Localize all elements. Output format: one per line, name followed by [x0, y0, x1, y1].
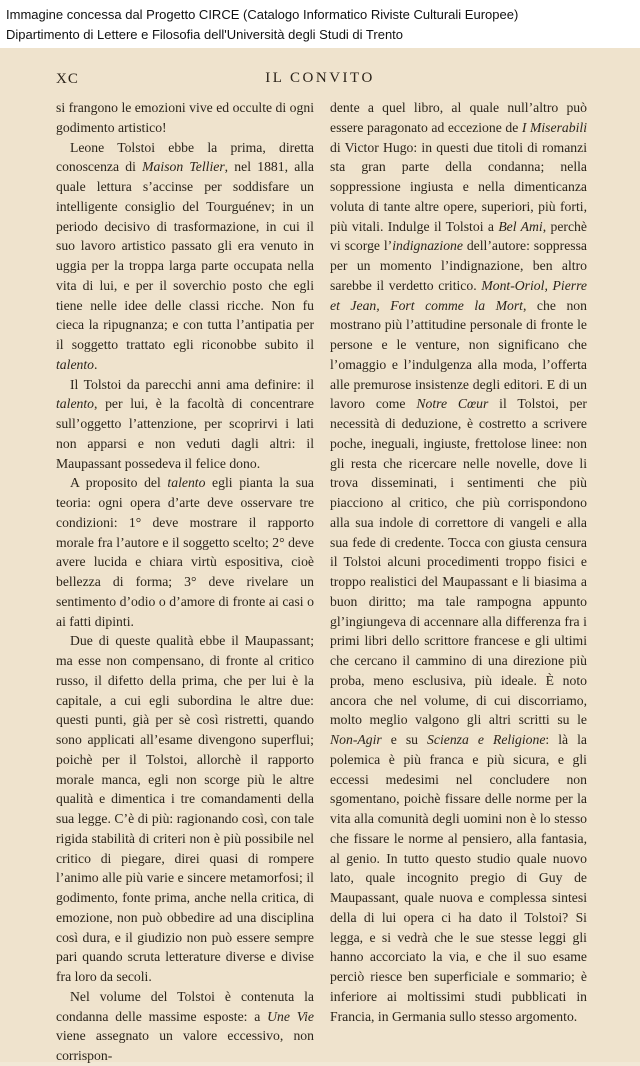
italic-title: talento	[56, 396, 95, 412]
text-run: Leone Tolstoi ebbe la prima, diretta conoscenza di	[56, 139, 314, 175]
italic-title: talento	[56, 356, 95, 372]
text-run: Nel volume del Tolstoi è contenuta la condanna delle massime esposte: a	[56, 988, 314, 1024]
text-run: si frangono le emozioni vive ed occulte di ogni godimento artistico!	[56, 100, 314, 135]
banner-line-2: Dipartimento di Lettere e Filosofia dell'Università degli Studi di Trento	[6, 27, 404, 42]
italic-title: Notre Cœur	[416, 396, 489, 412]
source-banner	[0, 0, 640, 48]
running-title: IL CONVITO	[265, 70, 375, 86]
italic-title: Une Vie	[267, 1008, 314, 1024]
text-run: .	[94, 356, 98, 372]
italic-title: Non-Agir	[330, 732, 382, 747]
scanned-page	[0, 48, 640, 1062]
text-run: Il Tolstoi da parecchi anni ama definire: il	[70, 376, 314, 392]
italic-title: Maison Tellier	[142, 159, 225, 175]
paragraph	[56, 375, 314, 474]
paragraph	[56, 473, 314, 631]
banner-line-1: Immagine concessa dal Progetto CIRCE (Catalogo Informatico Riviste Culturali Europee)	[6, 7, 519, 22]
italic-title: Bel Ami	[498, 218, 543, 234]
italic-title: talento	[167, 475, 206, 491]
page-number: XC	[56, 71, 79, 87]
paragraph	[56, 98, 314, 138]
text-run: , nel 1881, alla quale lettura s’accinse per soddisfare un intelligente consiglio del Tourguénev; in un periodo decisivo di trasformazione, in cui il suo lavoro artistico passato gli era venuto in uggia per la troppa larga parte occupata nella vita di lui, e per il soverchio posto che egli tiene nelle idee delle classi ricche. Non fu cieca la ripugnanza; e con tutta l’antipatia per il soggetto trattato egli riconobbe subito il	[56, 159, 314, 352]
text-run: viene assegnato un valore eccessivo, non corrispon-	[56, 1028, 314, 1063]
text-run: : là la polemica è più franca e più sicura, e gli eccessi medesimi nel concludere non sgomentano, poichè fissare delle norme per la vita alla comunità degli uomini non è lo stesso che fissare le norme al pensiero, alla fantasia, al genio. In tutto questo studio quale nuovo lato, quale incognito pregio di Guy de Maupassant, quale nuova e complessa sintesi della di lui opera ci ha dato il Tolstoi? Si legga, e si vedrà che le sue stesse leggi gli hanno accorciato la via, e che il suo esame perciò riesce ben superficiale e sommario; è inferiore ai moltissimi studi pubblicati in Francia, in Germania sullo stesso argomento.	[330, 732, 588, 1024]
text-run: il Tolstoi, per necessità di deduzione, è costretto a scrivere poche, ineguali, ingiuste, frettolose linee: non gli resta che ricercare nelle novelle, dove li trova disseminati, i sentimenti che più piacciono al critico, che più corrispondono alla sua indole di correttore di vangeli e alla sua fede di credente. Tocca con giusta censura il Tolstoi alcuni procedimenti troppo fisici e troppo realistici del Maupassant e li biasima a buon diritto; ma tale rampogna appunto gl’ingiungeva di accennare alla differenza fra i primi libri dello scrittore francese e gli ultimi che cercano il cammino di una direzione più proba, meno esclusiva, più ideale. È noto ancora che nel volume, di cui discorriamo, molto meglio valgono gli altri scritti su le	[330, 396, 587, 728]
paragraph	[56, 631, 314, 987]
text-run: , perchè vi scorge l’	[330, 218, 587, 254]
paragraph	[56, 138, 314, 375]
text-run: di Victor Hugo: in questi due titoli di romanzi sta gran parte della condanna; nella soppressione ingiusta e nella dimenticanza voluta di tante altre opere, superiori, più forti, più vitali. Indulge il Tolstoi a	[330, 139, 587, 234]
text-run: A proposito del	[70, 475, 168, 491]
italic-title: Mont-Oriol, Pierre et Jean, Fort comme la Mort	[330, 277, 587, 313]
text-run: dell’autore: soppressa per un momento l’indignazione, ben altro sarebbe il verdetto critico.	[330, 238, 587, 293]
paragraph	[56, 987, 314, 1066]
text-run: Due di queste qualità ebbe il Maupassant; ma esse non compensano, di fronte al critico russo, il difetto della prima, che per lui è la capitale, a cui egli subordina le altre due: questi punti, già per sè così ristretti, quando sono applicati all’esame divengono superflui; poichè per il Tolstoi, allorchè il rapporto morale manca, egli non scorge più le altre qualità e dimentica i tre comandamenti della sua legge. C’è di più: ragionando così, con tale rigida stabilità di criteri non è più possibile nel critico di piegare, direi quasi di rompere l’animo alle più varie e sincere metamorfosi; il godimento, fonte prima, anche nella critica, di emozione, non può obbedire ad una disciplina così dura, e il giudizio non può essere sempre pari quando scruta letterature diverse e divise fra loro da secoli.	[56, 633, 314, 984]
italic-title: I Miserabili	[521, 119, 587, 135]
italic-title: Scienza e Religione	[427, 732, 546, 747]
text-run: e su	[381, 732, 428, 747]
paragraph	[330, 98, 587, 1026]
text-run: , per lui, è la facoltà di concentrare sull’oggetto l’attenzione, per scoprirvi i lati non apparsi e non veduti dagli altri: il Maupassant possedeva il felice dono.	[56, 396, 314, 471]
text-run: egli pianta la sua teoria: ogni opera d’arte deve osservare tre condizioni: 1° deve mostrare il rapporto morale fra l’autore e il soggetto scelto; 2° deve avere lucida e chiara virtù espositiva, cioè bellezza di forma; 3° deve rivelare un sentimento d’odio o d’amore di fronte ai casi o ai fatti dipinti.	[56, 475, 315, 629]
italic-title: indignazione	[392, 238, 463, 254]
text-run: , che non mostrano più l’attitudine personale di fronte le persone e le venture, non significano che l’omaggio e l’indulgenza alla moda, l’offerta alle premurose insistenze degli editori. E di un lavoro come	[330, 297, 587, 412]
right-column	[330, 98, 587, 1026]
left-column	[56, 98, 314, 1066]
text-run: dente a quel libro, al quale null’altro può essere paragonato ad eccezione de	[330, 100, 587, 135]
